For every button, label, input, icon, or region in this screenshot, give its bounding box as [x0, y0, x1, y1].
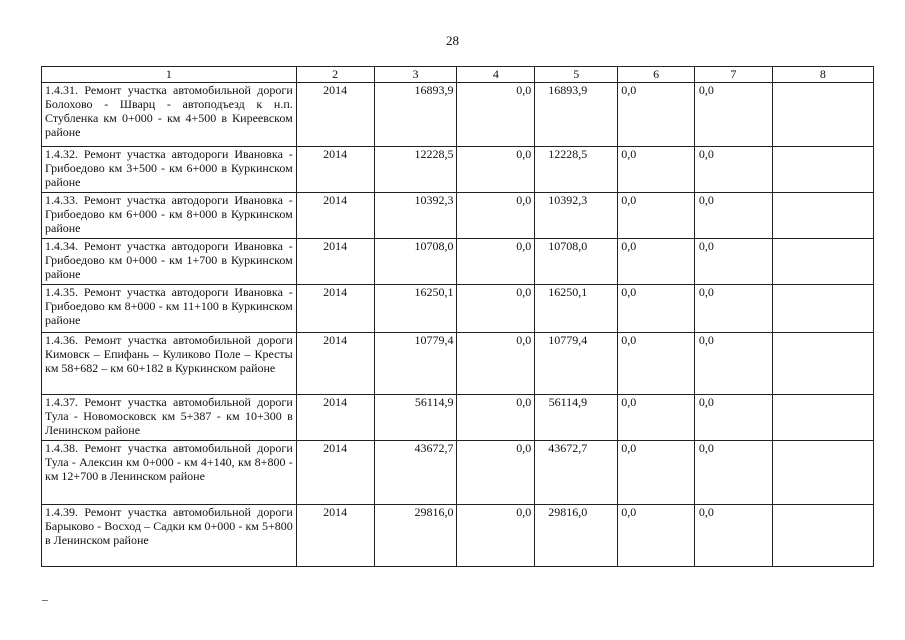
header-cell-3: 3 — [374, 67, 457, 83]
row-col6: 0,0 — [618, 239, 695, 285]
table-row — [42, 239, 874, 285]
row-col4: 0,0 — [457, 239, 535, 285]
table-row — [42, 193, 874, 239]
row-col8 — [772, 441, 873, 505]
table-row — [42, 505, 874, 567]
row-col3: 56114,9 — [374, 395, 457, 441]
row-col3: 10779,4 — [374, 333, 457, 395]
row-col5: 16893,9 — [535, 83, 618, 147]
row-col6: 0,0 — [618, 441, 695, 505]
row-col5: 10392,3 — [535, 193, 618, 239]
table-row — [42, 285, 874, 333]
row-col6: 0,0 — [618, 505, 695, 567]
row-col6: 0,0 — [618, 83, 695, 147]
header-cell-8: 8 — [772, 67, 873, 83]
row-year: 2014 — [296, 285, 374, 333]
row-col7: 0,0 — [695, 193, 773, 239]
row-col3: 10708,0 — [374, 239, 457, 285]
row-description: 1.4.31. Ремонт участка автомобильной дороги Болохово - Шварц - автоподъезд к н.п. Стубленка км 0+000 - км 4+500 в Киреевском районе — [42, 83, 297, 147]
row-col4: 0,0 — [457, 83, 535, 147]
row-col4: 0,0 — [457, 285, 535, 333]
row-col8 — [772, 395, 873, 441]
row-year: 2014 — [296, 147, 374, 193]
header-row — [42, 67, 874, 83]
row-col5: 16250,1 — [535, 285, 618, 333]
row-col4: 0,0 — [457, 333, 535, 395]
footer-mark: – — [42, 592, 48, 606]
row-description: 1.4.35. Ремонт участка автодороги Ивановка - Грибоедово км 8+000 - км 11+100 в Куркинском районе — [42, 285, 297, 333]
row-col6: 0,0 — [618, 285, 695, 333]
header-cell-5: 5 — [535, 67, 618, 83]
row-description: 1.4.37. Ремонт участка автомобильной дороги Тула - Новомосковск км 5+387 - км 10+300 в Ленинском районе — [42, 395, 297, 441]
row-year: 2014 — [296, 239, 374, 285]
row-col5: 56114,9 — [535, 395, 618, 441]
row-col8 — [772, 285, 873, 333]
row-col8 — [772, 239, 873, 285]
row-col5: 10708,0 — [535, 239, 618, 285]
row-col8 — [772, 505, 873, 567]
row-col7: 0,0 — [695, 441, 773, 505]
row-col6: 0,0 — [618, 193, 695, 239]
row-col7: 0,0 — [695, 83, 773, 147]
row-col5: 12228,5 — [535, 147, 618, 193]
header-cell-4: 4 — [457, 67, 535, 83]
row-col3: 16250,1 — [374, 285, 457, 333]
row-col4: 0,0 — [457, 441, 535, 505]
row-col7: 0,0 — [695, 147, 773, 193]
row-col6: 0,0 — [618, 395, 695, 441]
row-description: 1.4.38. Ремонт участка автомобильной дороги Тула - Алексин км 0+000 - км 4+140, км 8+800 - км 12+700 в Ленинском районе — [42, 441, 297, 505]
row-col8 — [772, 83, 873, 147]
table-row — [42, 441, 874, 505]
row-col8 — [772, 333, 873, 395]
row-year: 2014 — [296, 505, 374, 567]
table-row — [42, 147, 874, 193]
header-cell-1: 1 — [42, 67, 297, 83]
row-year: 2014 — [296, 395, 374, 441]
row-col5: 43672,7 — [535, 441, 618, 505]
row-year: 2014 — [296, 193, 374, 239]
row-description: 1.4.39. Ремонт участка автомобильной дороги Барыково - Восход – Садки км 0+000 - км 5+800 в Ленинском районе — [42, 505, 297, 567]
row-year: 2014 — [296, 83, 374, 147]
row-description: 1.4.36. Ремонт участка автомобильной дороги Кимовск – Епифань – Куликово Поле – Кресты км 58+682 – км 60+182 в Куркинском районе — [42, 333, 297, 395]
row-col3: 29816,0 — [374, 505, 457, 567]
row-col3: 12228,5 — [374, 147, 457, 193]
header-cell-6: 6 — [618, 67, 695, 83]
row-col7: 0,0 — [695, 239, 773, 285]
row-description: 1.4.33. Ремонт участка автодороги Ивановка - Грибоедово км 6+000 - км 8+000 в Куркинском районе — [42, 193, 297, 239]
row-col4: 0,0 — [457, 395, 535, 441]
row-col3: 10392,3 — [374, 193, 457, 239]
row-year: 2014 — [296, 333, 374, 395]
row-col6: 0,0 — [618, 147, 695, 193]
table-row — [42, 333, 874, 395]
row-col3: 43672,7 — [374, 441, 457, 505]
row-col4: 0,0 — [457, 505, 535, 567]
row-col7: 0,0 — [695, 285, 773, 333]
row-description: 1.4.34. Ремонт участка автодороги Ивановка - Грибоедово км 0+000 - км 1+700 в Куркинском районе — [42, 239, 297, 285]
row-col7: 0,0 — [695, 395, 773, 441]
table-row — [42, 395, 874, 441]
row-col8 — [772, 193, 873, 239]
row-col4: 0,0 — [457, 147, 535, 193]
header-cell-7: 7 — [695, 67, 773, 83]
row-year: 2014 — [296, 441, 374, 505]
row-col5: 10779,4 — [535, 333, 618, 395]
row-col7: 0,0 — [695, 333, 773, 395]
row-col4: 0,0 — [457, 193, 535, 239]
header-cell-2: 2 — [296, 67, 374, 83]
budget-table — [41, 66, 874, 567]
row-col3: 16893,9 — [374, 83, 457, 147]
row-description: 1.4.32. Ремонт участка автодороги Ивановка - Грибоедово км 3+500 - км 6+000 в Куркинском районе — [42, 147, 297, 193]
row-col8 — [772, 147, 873, 193]
row-col5: 29816,0 — [535, 505, 618, 567]
page-number: 28 — [446, 33, 459, 48]
row-col6: 0,0 — [618, 333, 695, 395]
row-col7: 0,0 — [695, 505, 773, 567]
table-row — [42, 83, 874, 147]
